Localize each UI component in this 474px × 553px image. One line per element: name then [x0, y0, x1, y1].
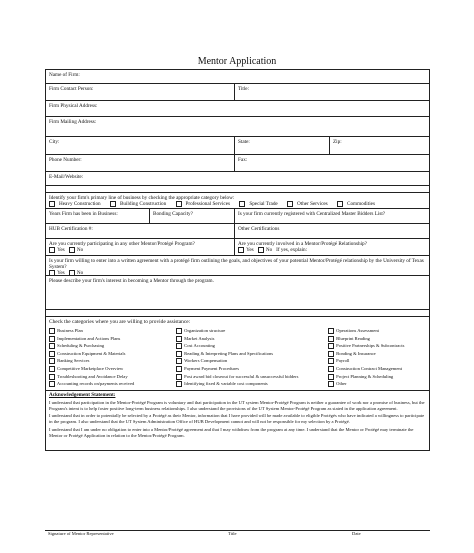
years-row: [46, 209, 429, 224]
checkbox-icon[interactable]: [49, 358, 55, 364]
category-item[interactable]: Operations Assessment: [328, 327, 428, 335]
checkbox-icon[interactable]: [337, 201, 343, 207]
city-state-zip-row: [46, 137, 429, 155]
checkbox-icon[interactable]: [49, 374, 55, 380]
categories-grid: [46, 325, 429, 391]
category-item[interactable]: Business Plan: [49, 327, 176, 335]
other-certifications-field[interactable]: Other Certifications: [238, 226, 280, 232]
city-field[interactable]: City:: [46, 137, 235, 154]
title-label: Title: [228, 531, 237, 536]
category-item[interactable]: Blueprint Reading: [328, 335, 428, 343]
checkbox-icon[interactable]: [328, 336, 334, 342]
option-heavy-construction[interactable]: Heavy Construction: [49, 201, 105, 207]
checkbox-icon[interactable]: [49, 366, 55, 372]
mentor-application-form: [45, 69, 430, 451]
bonding-capacity-field[interactable]: Bonding Capacity?: [150, 209, 235, 223]
physical-address-row: [46, 101, 429, 117]
checkbox-icon[interactable]: [49, 336, 55, 342]
acknowledgement-block: [46, 391, 429, 443]
state-field[interactable]: State:: [235, 137, 330, 154]
checkbox-icon[interactable]: [176, 328, 182, 334]
date-label: Date: [352, 531, 361, 536]
category-item[interactable]: Scheduling & Purchasing: [49, 342, 176, 350]
category-item[interactable]: Market Analysis: [176, 335, 328, 343]
option-commodities[interactable]: Commodities: [337, 201, 379, 207]
no-checkbox-icon[interactable]: [258, 247, 264, 253]
hub-certification-field[interactable]: HUB Certification #:: [46, 224, 235, 238]
acknowledgement-paragraph-1: I understand that participation in the Mentor-Protégé Program is voluntary and that participation in the UT system Mentor-Protégé Program is neither a guarantee of work nor a promise of business, but the Program's intent is to help foster positive long-term business relationships. I also understand the provisions of the UT System Mentor-Protégé Program as stated in the application agreement.: [49, 399, 425, 411]
checkbox-icon[interactable]: [110, 201, 116, 207]
acknowledgement-paragraph-2: I understand that in order to potentially be selected by a Protégé as their Mentor, information that I have provided will be made available to eligible Protégés who have indicated a willingness to participate in the program. I also understand that the UT System Administration Office of HUB Development cannot and will not be responsible for my selection by a Protégé.: [49, 413, 425, 425]
checkbox-icon[interactable]: [176, 381, 182, 387]
option-other-services[interactable]: Other Services: [287, 201, 332, 207]
category-item[interactable]: Post award bid closeout for successful & unsuccessful bidders: [176, 373, 328, 381]
hub-row: [46, 224, 429, 239]
category-item[interactable]: Cost Accounting: [176, 342, 328, 350]
email-row: [46, 172, 429, 186]
category-item[interactable]: Competitive Marketplace Overview: [49, 365, 176, 373]
checkbox-icon[interactable]: [176, 366, 182, 372]
category-item[interactable]: Project Planning & Scheduling: [328, 373, 428, 381]
checkbox-icon[interactable]: [328, 328, 334, 334]
contact-row: [46, 84, 429, 101]
category-item[interactable]: Identifying fixed & variable cost components: [176, 380, 328, 388]
category-item[interactable]: Payment Payment Procedures: [176, 365, 328, 373]
relationship-question: Are you currently involved in a Mentor/Protégé Relationship? Yes No If yes, explain:: [238, 241, 367, 254]
category-item[interactable]: Bonding & Insurance: [328, 350, 428, 358]
category-item[interactable]: Construction Equipment & Materials: [49, 350, 176, 358]
category-item[interactable]: Construction Contract Management: [328, 365, 428, 373]
yes-checkbox-icon[interactable]: [49, 247, 55, 253]
checkbox-icon[interactable]: [49, 201, 55, 207]
other-program-question: Are you currently participating in any other Mentor/Protégé Program? Yes No: [46, 239, 235, 255]
zip-field[interactable]: Zip:: [333, 139, 342, 145]
yes-checkbox-icon[interactable]: [49, 270, 55, 275]
category-item[interactable]: Accounting records on/payments received: [49, 380, 176, 388]
name-of-firm-field[interactable]: Name of Firm:: [49, 72, 80, 78]
checkbox-icon[interactable]: [49, 381, 55, 387]
category-item[interactable]: Payroll: [328, 357, 428, 365]
category-item[interactable]: Reading & Interpreting Plans and Specifications: [176, 350, 328, 358]
business-options: [49, 201, 426, 207]
business-line-prompt: Identify your firm's primary line of business by checking the appropriate category below:: [49, 195, 235, 201]
page-title: Mentor Application: [197, 56, 277, 67]
agreement-row: [46, 256, 429, 276]
yes-checkbox-icon[interactable]: [238, 247, 244, 253]
email-website-field[interactable]: E-Mail/Website:: [49, 174, 84, 180]
checkbox-icon[interactable]: [328, 374, 334, 380]
checkbox-icon[interactable]: [328, 366, 334, 372]
business-line-row: [46, 193, 429, 209]
section-gap: [46, 310, 429, 317]
checkbox-icon[interactable]: [176, 351, 182, 357]
describe-row: [46, 276, 429, 310]
centralized-bidders-field[interactable]: Is your firm currently registered with Centralized Master Bidders List?: [238, 211, 386, 217]
title-field[interactable]: Title:: [238, 86, 250, 92]
business-line-group: [46, 193, 429, 208]
fax-field[interactable]: Fax:: [238, 157, 248, 163]
category-item[interactable]: Implementation and Actions Plans: [49, 335, 176, 343]
phone-fax-row: [46, 155, 429, 172]
category-item[interactable]: Positive Partnerships & Subcontracts: [328, 342, 428, 350]
checkbox-icon[interactable]: [328, 351, 334, 357]
checkbox-icon[interactable]: [328, 358, 334, 364]
option-professional-services[interactable]: Professional Services: [176, 201, 235, 207]
checkbox-icon[interactable]: [176, 336, 182, 342]
no-checkbox-icon[interactable]: [69, 247, 75, 253]
signature-label: Signature of Mentor Representative: [48, 531, 114, 536]
category-item[interactable]: Workers Compensation: [176, 357, 328, 365]
category-item[interactable]: Troubleshooting and Avoidance Delay: [49, 373, 176, 381]
checkbox-icon[interactable]: [176, 343, 182, 349]
category-item[interactable]: Banking Services: [49, 357, 176, 365]
firm-contact-person-field[interactable]: Firm Contact Person:: [46, 84, 235, 100]
agreement-question: Is your firm willing to enter into a written agreement with a protégé firm outlining the goals, and objectives of your potential Mentor/Protégé relationship by the University of Texas System? Yes No: [49, 258, 424, 275]
firm-physical-address-field[interactable]: Firm Physical Address:: [49, 103, 98, 109]
acknowledgement-paragraph-3: I understand that I am under no obligation to enter into a Mentor/Protégé agreement and that I may withdraw from the program at any time. I understand that the Mentor or Protégé may terminate the Mentor or Protégé Application in relation to the Mentor/Protégé Program.: [49, 426, 414, 438]
checkbox-icon[interactable]: [49, 351, 55, 357]
checkbox-icon[interactable]: [287, 201, 293, 207]
category-item[interactable]: Organization structure: [176, 327, 328, 335]
programs-row: [46, 239, 429, 256]
checkbox-icon[interactable]: [49, 343, 55, 349]
name-of-firm-row: [46, 70, 429, 84]
years-in-business-field[interactable]: Years Firm has been in Business:: [46, 209, 150, 223]
checkbox-icon[interactable]: [176, 201, 182, 207]
option-special-trade[interactable]: Special Trade: [239, 201, 281, 207]
checkbox-icon[interactable]: [328, 381, 334, 387]
checkbox-icon[interactable]: [239, 201, 245, 207]
checkbox-icon[interactable]: [176, 358, 182, 364]
categories-heading: Check the categories where you are willing to provide assistance:: [49, 319, 191, 325]
section-gap: [46, 186, 429, 193]
firm-mailing-address-field[interactable]: Firm Mailing Address:: [49, 119, 97, 125]
acknowledgement-section: [46, 391, 429, 450]
acknowledgement-heading: Acknowledgement Statement:: [49, 392, 116, 398]
option-building-construction[interactable]: Building Construction: [110, 201, 170, 207]
checkbox-icon[interactable]: [328, 343, 334, 349]
category-item[interactable]: Other: [328, 380, 428, 388]
describe-interest-field[interactable]: Please describe your firm's interest in becoming a Mentor through the program.: [49, 278, 214, 284]
checkbox-icon[interactable]: [49, 328, 55, 334]
checkbox-icon[interactable]: [176, 374, 182, 380]
no-checkbox-icon[interactable]: [69, 270, 75, 275]
categories-section: [46, 317, 429, 391]
phone-number-field[interactable]: Phone Number:: [46, 155, 235, 171]
mailing-address-row: [46, 117, 429, 137]
